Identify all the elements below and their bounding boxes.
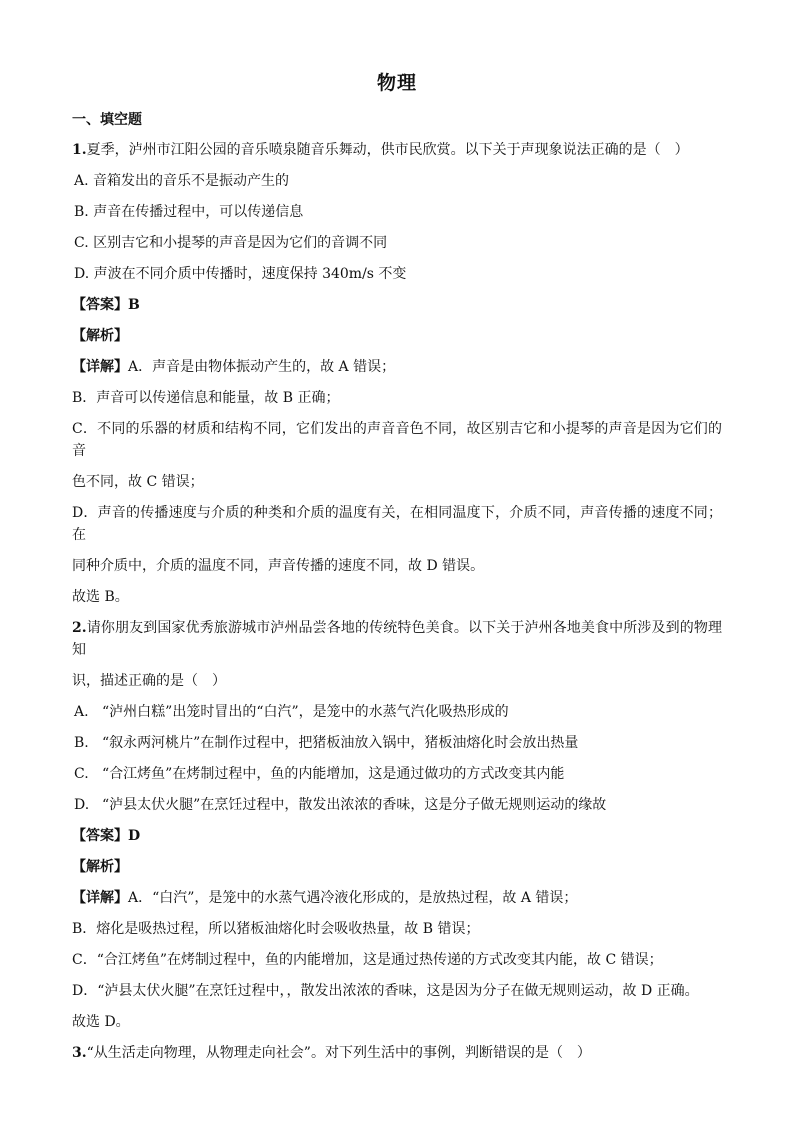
question-2-option-a: A. “泸州白糕”出笼时冒出的“白汽”，是笼中的水蒸气汽化吸热形成的 [74, 704, 509, 720]
question-1-detail-line: 【详解】A．声音是由物体振动产生的，故 A 错误； [72, 359, 396, 375]
question-1-option-d: D. 声波在不同介质中传播时，速度保持 340m/s 不变 [74, 266, 407, 282]
question-2-conclusion: 故选 D。 [72, 1014, 130, 1030]
question-2-detail-line: B．熔化是吸热过程，所以猪板油熔化时会吸收热量，故 B 错误； [72, 921, 480, 937]
question-2-stem: 2.请你朋友到国家优秀旅游城市泸州品尝各地的传统特色美食。以下关于泸州各地美食中所涉及到的物理知 [72, 620, 722, 658]
question-number: 3. [72, 1045, 87, 1061]
question-2-option-b: B. “叙永两河桃片”在制作过程中，把猪板油放入锅中，猪板油熔化时会放出热量 [74, 735, 579, 751]
question-2-detail-line: D．“泸县太伏火腿”在烹饪过程中，，散发出浓浓的香味，这是因为分子在做无规则运动，故 D 正确。 [72, 983, 699, 999]
question-2-option-d: D. “泸县太伏火腿”在烹饪过程中，散发出浓浓的香味，这是分子做无规则运动的缘故 [74, 797, 607, 813]
question-2-stem-cont: 识，描述正确的是（ ） [72, 673, 226, 689]
question-2-detail-line: 【详解】A．“白汽”，是笼中的水蒸气遇冷液化形成的，是放热过程，故 A 错误； [72, 890, 578, 906]
page-title: 物理 [376, 72, 417, 94]
question-2-analysis-label: 【解析】 [72, 859, 128, 875]
question-1-detail-line: 色不同，故 C 错误； [72, 474, 204, 490]
question-1-conclusion: 故选 B。 [72, 589, 129, 605]
question-number: 2. [72, 620, 87, 636]
question-2-option-c: C. “合江烤鱼”在烤制过程中，鱼的内能增加，这是通过做功的方式改变其内能 [74, 766, 565, 782]
question-1-detail-line: 同种介质中，介质的温度不同，声音传播的速度不同，故 D 错误。 [72, 558, 485, 574]
question-1-detail-line: C．不同的乐器的材质和结构不同，它们发出的声音音色不同，故区别吉它和小提琴的声音是因为它们的音 [72, 421, 722, 459]
question-2-detail-line: C．“合江烤鱼”在烤制过程中，鱼的内能增加，这是通过热传递的方式改变其内能，故 C 错误； [72, 952, 663, 968]
question-2-answer: 【答案】D [72, 828, 141, 844]
question-3-stem: 3.“从生活走向物理，从物理走向社会”。对下列生活中的事例，判断错误的是（ ） [72, 1045, 591, 1061]
question-1-stem: 1.夏季，泸州市江阳公园的音乐喷泉随音乐舞动，供市民欣赏。以下关于声现象说法正确的是（ ） [72, 142, 689, 158]
question-1-option-b: B. 声音在传播过程中，可以传递信息 [74, 204, 304, 220]
question-1-option-a: A. 音箱发出的音乐不是振动产生的 [74, 173, 290, 189]
section-heading: 一、填空题 [72, 112, 142, 128]
question-1-detail-line: B．声音可以传递信息和能量，故 B 正确； [72, 390, 340, 406]
question-1-option-c: C. 区别吉它和小提琴的声音是因为它们的音调不同 [74, 235, 388, 251]
question-number: 1. [72, 142, 87, 158]
question-1-answer: 【答案】B [72, 297, 140, 313]
question-1-detail-line: D．声音的传播速度与介质的种类和介质的温度有关，在相同温度下，介质不同，声音传播的速度不同；在 [72, 505, 722, 543]
question-1-analysis-label: 【解析】 [72, 328, 128, 344]
